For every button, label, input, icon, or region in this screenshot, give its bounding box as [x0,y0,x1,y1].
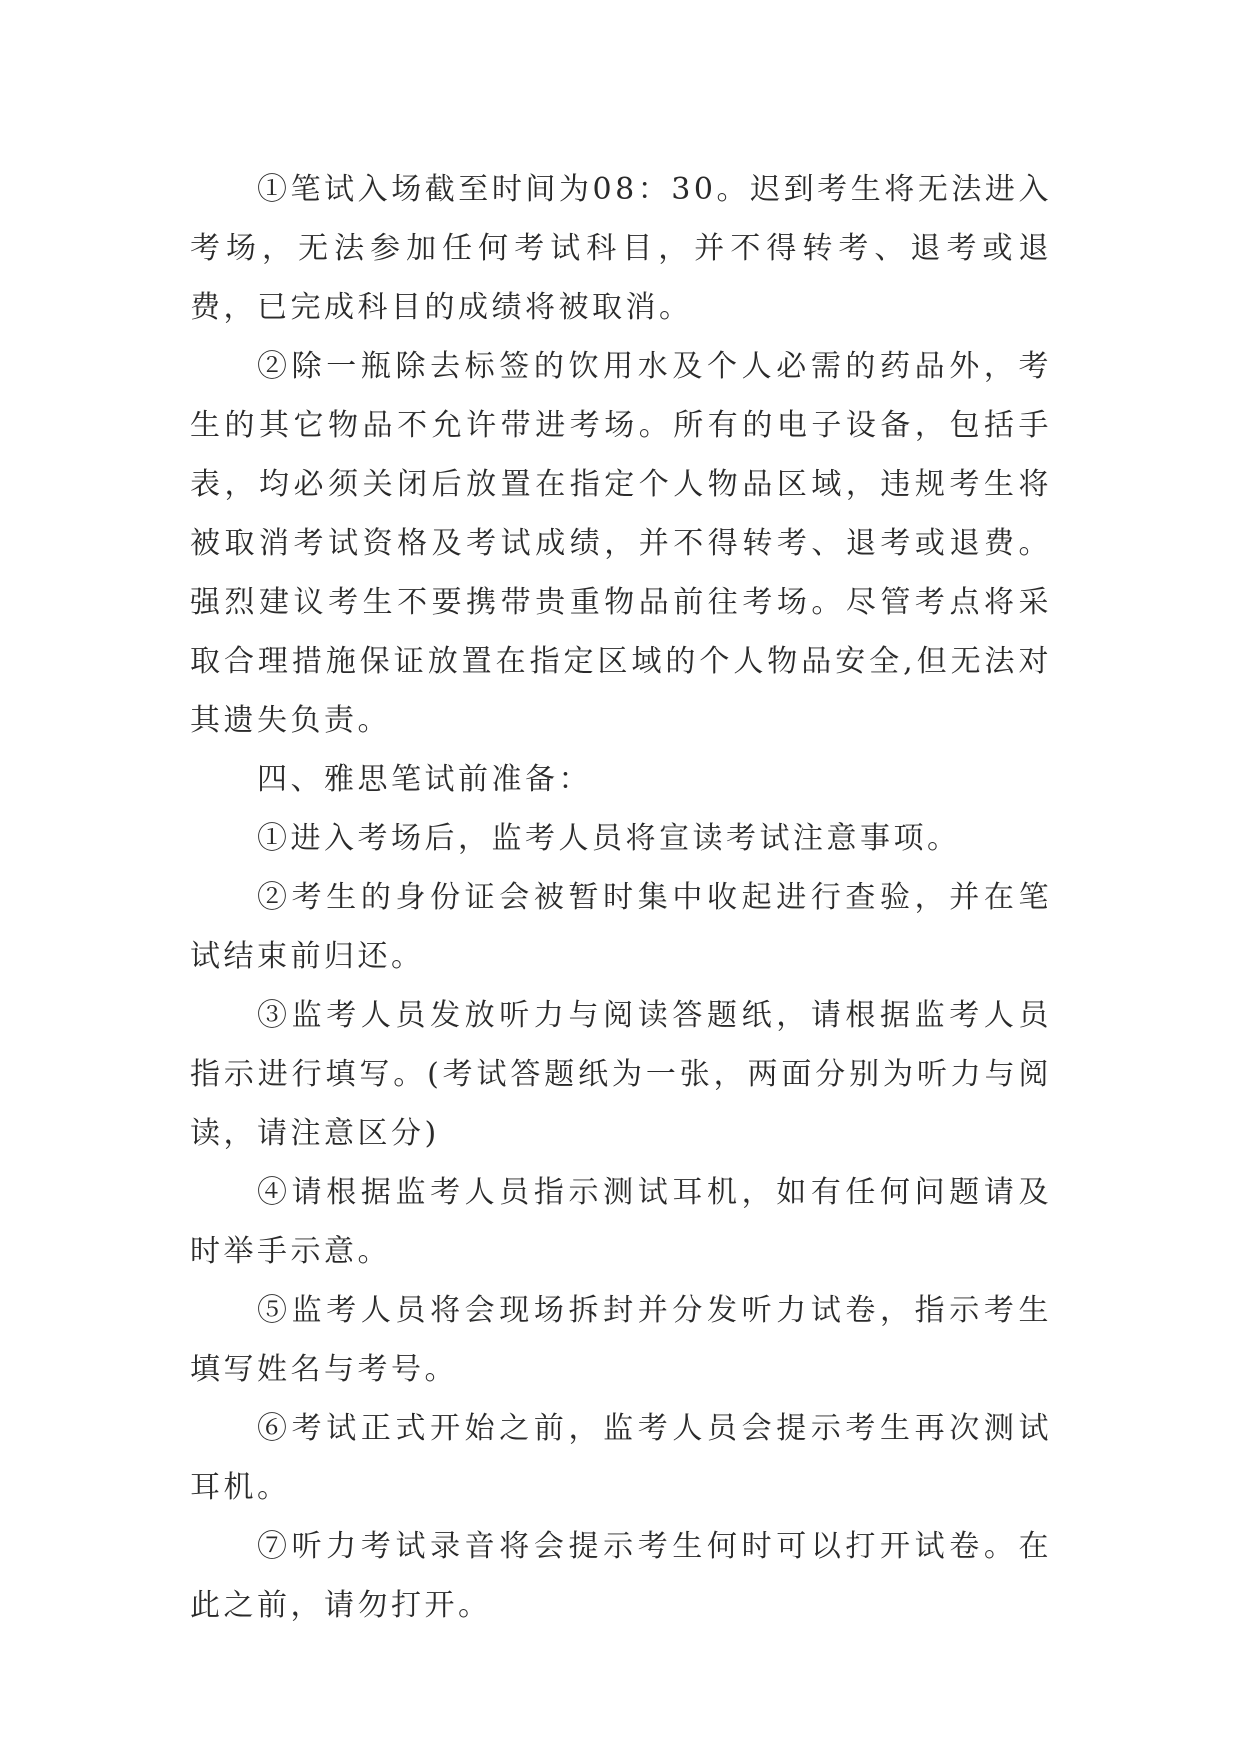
paragraph-step-7: ⑦听力考试录音将会提示考生何时可以打开试卷。在此之前，请勿打开。 [190,1529,1052,1623]
paragraph-step-1: ①进入考场后，监考人员将宣读考试注意事项。 [257,821,961,856]
section-heading-preparation: 四、雅思笔试前准备： [257,762,592,797]
paragraph-personal-items-rule: ②除一瓶除去标签的饮用水及个人必需的药品外，考生的其它物品不允许带进考场。所有的电子设备，包括手表，均必须关闭后放置在指定个人物品区域，违规考生将被取消考试资格及考试成绩，并不得转考、退考或退费。强烈建议考生不要携带贵重物品前往考场。尽管考点将采取合理措施保证放置在指定区域的个人物品安全,但无法对其遗失负责。 [190,349,1052,738]
document-body [190,160,1052,1635]
paragraph-step-6: ⑥考试正式开始之前，监考人员会提示考生再次测试耳机。 [190,1411,1052,1505]
paragraph-late-entry-rule: ①笔试入场截至时间为08：30。迟到考生将无法进入考场，无法参加任何考试科目，并不得转考、退考或退费，已完成科目的成绩将被取消。 [190,172,1052,325]
paragraph-step-2: ②考生的身份证会被暂时集中收起进行查验，并在笔试结束前归还。 [190,880,1052,974]
paragraph-step-4: ④请根据监考人员指示测试耳机，如有任何问题请及时举手示意。 [190,1175,1052,1269]
paragraph-step-5: ⑤监考人员将会现场拆封并分发听力试卷，指示考生填写姓名与考号。 [190,1293,1052,1387]
paragraph-step-3: ③监考人员发放听力与阅读答题纸，请根据监考人员指示进行填写。(考试答题纸为一张，两面分别为听力与阅读，请注意区分) [190,998,1052,1151]
